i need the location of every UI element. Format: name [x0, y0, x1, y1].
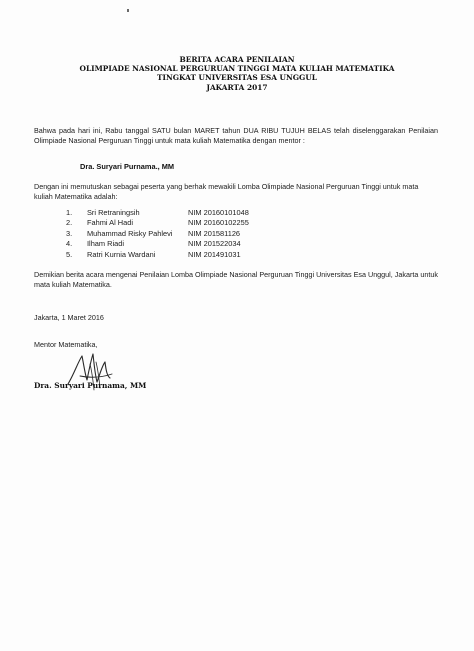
participant-nim: NIM 20160102255 [188, 218, 249, 228]
list-item [66, 239, 366, 249]
header-title: BERITA ACARA PENILAIAN [179, 55, 295, 64]
header-institution: TINGKAT UNIVERSITAS ESA UNGGUL [157, 73, 317, 83]
participant-name: Muhammad Risky Pahlevi [87, 228, 173, 238]
list-item [66, 250, 366, 260]
participant-list [66, 208, 366, 260]
participant-number: 2. [66, 218, 73, 228]
list-item [66, 208, 366, 218]
list-item [66, 229, 366, 239]
intro-paragraph: Bahwa pada hari ini, Rabu tanggal SATU bulan MARET tahun DUA RIBU TUJUH BELAS telah diselenggarakan Penilaian Olimpiade Nasional Perguruan Tinggi untuk mata kuliah Matematika dengan mentor : [34, 126, 438, 145]
header-location-year: JAKARTA 2017 [206, 82, 268, 92]
scan-mark [127, 9, 129, 12]
participant-nim: NIM 20160101048 [188, 208, 249, 217]
participant-number: 3. [66, 228, 73, 238]
participant-name: Fahmi Al Hadi [87, 218, 134, 228]
participant-nim: NIM 201581126 [188, 228, 241, 238]
participant-name: Ilham Riadi [87, 239, 124, 249]
header-subtitle: OLIMPIADE NASIONAL PERGURUAN TINGGI MATA KULIAH MATEMATIKA [79, 64, 395, 74]
list-item [66, 218, 366, 228]
place-date: Jakarta, 1 Maret 2016 [34, 313, 104, 322]
participant-name: Ratri Kurnia Wardani [87, 249, 156, 259]
participant-number: 1. [66, 208, 73, 217]
mentor-name: Dra. Suryari Purnama., MM [80, 162, 175, 171]
participant-name: Sri Retraningsih [87, 208, 140, 217]
participant-number: 5. [66, 249, 73, 259]
signer-name: Dra. Suryari Purnama, MM [34, 381, 147, 390]
decision-paragraph: Dengan ini memutuskan sebagai peserta yang berhak mewakili Lomba Olimpiade Nasional Perguruan Tinggi untuk mata kuliah Matematika adalah: [34, 182, 419, 201]
document-header [40, 55, 434, 92]
closing-paragraph: Demikian berita acara mengenai Penilaian Lomba Olimpiade Nasional Perguruan Tinggi Universitas Esa Unggul, Jakarta untuk mata kuliah Matematika. [34, 270, 438, 289]
participant-nim: NIM 201522034 [188, 239, 241, 249]
mentor-label: Mentor Matematika, [34, 340, 98, 349]
participant-nim: NIM 201491031 [188, 249, 241, 259]
participant-number: 4. [66, 239, 73, 249]
